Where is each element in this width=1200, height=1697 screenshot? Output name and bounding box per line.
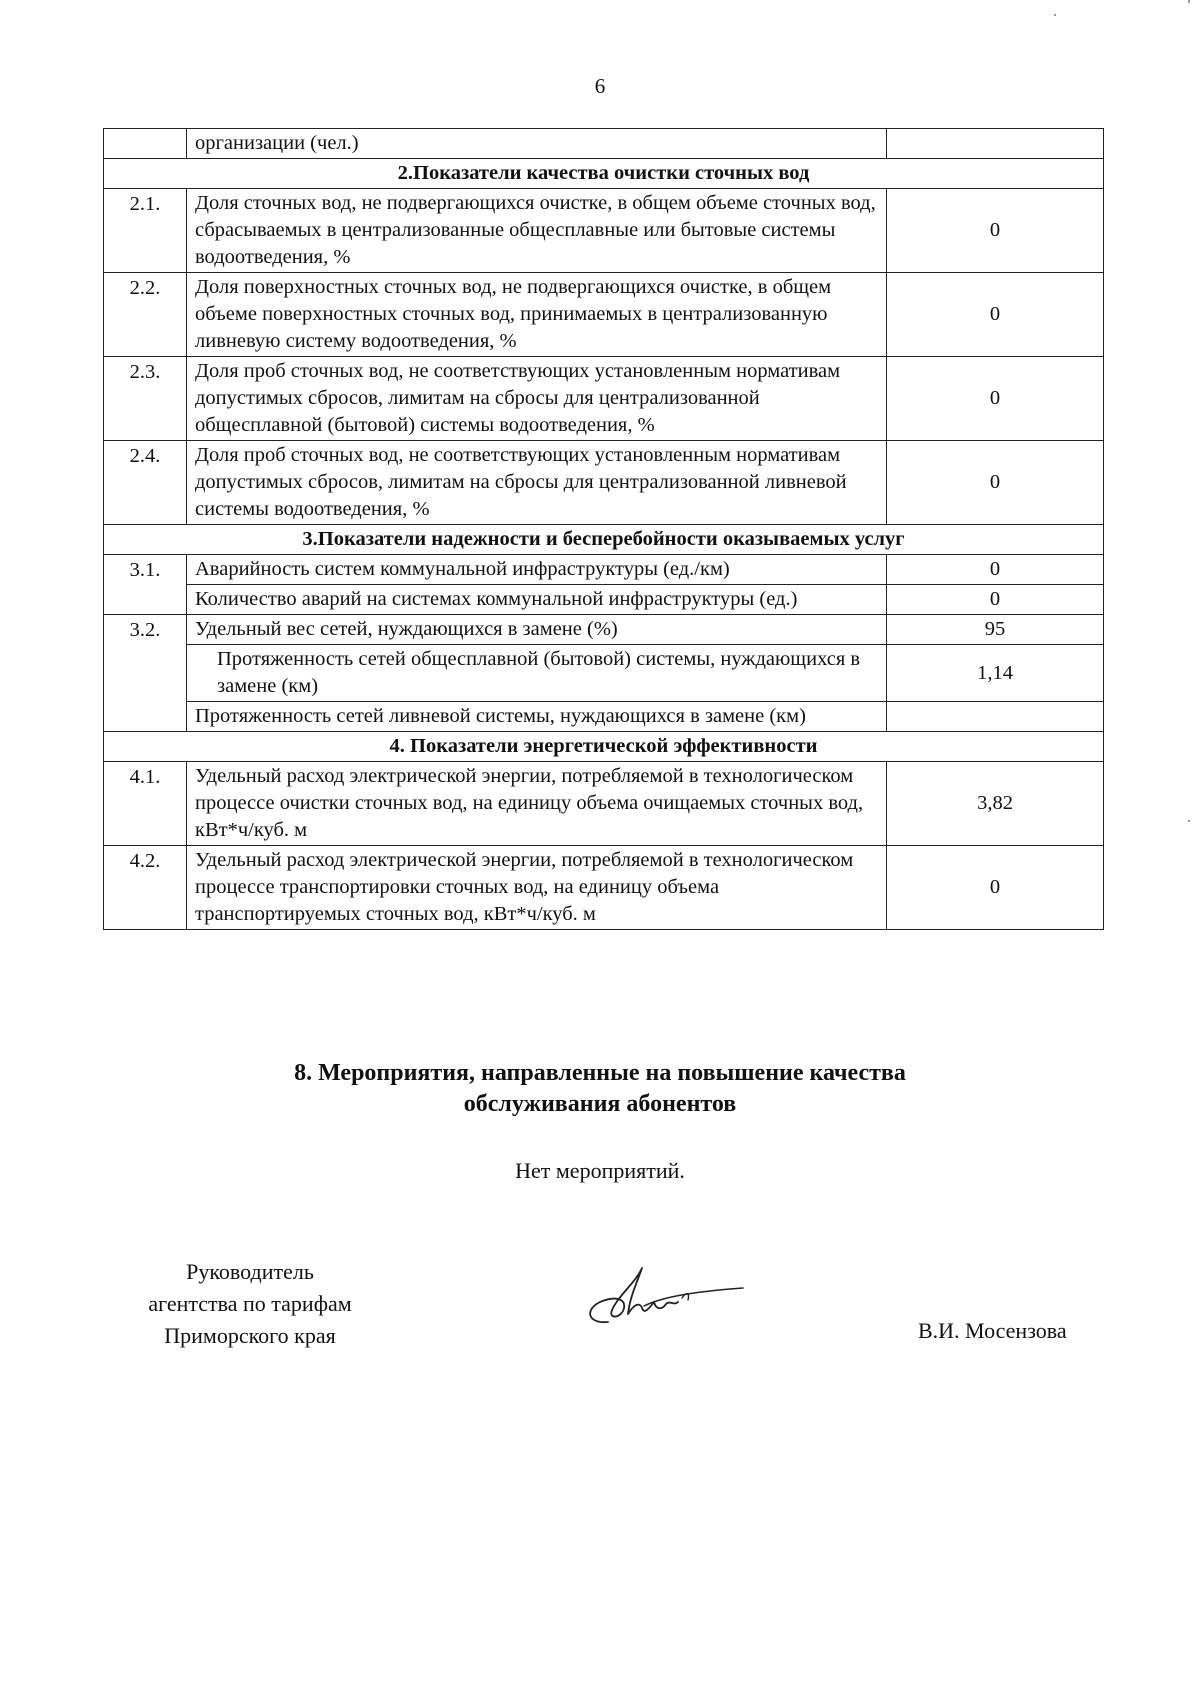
row-value: 0: [887, 846, 1104, 930]
row-value: 95: [887, 615, 1104, 645]
row-number: 2.1.: [104, 189, 187, 273]
row-value: [887, 129, 1104, 159]
table-row: [104, 441, 1104, 525]
row-description: Доля сточных вод, не подвергающихся очистке, в общем объеме сточных вод, сбрасываемых в централизованные общесплавные или бытовые системы водоотведения, %: [187, 189, 887, 273]
section-row: [104, 525, 1104, 555]
row-number: 2.3.: [104, 357, 187, 441]
row-description: Доля проб сточных вод, не соответствующих установленным нормативам допустимых сбросов, лимитам на сбросы для централизованной ливневой системы водоотведения, %: [187, 441, 887, 525]
indicators-table: [103, 128, 1104, 930]
row-description: Протяженность сетей ливневой системы, нуждающихся в замене (км): [187, 702, 887, 732]
row-number: 4.1.: [104, 762, 187, 846]
row-number: 3.1.: [104, 555, 187, 615]
row-number: 2.2.: [104, 273, 187, 357]
row-description: Количество аварий на системах коммунальной инфраструктуры (ед.): [187, 585, 887, 615]
row-number: 3.2.: [104, 615, 187, 732]
row-number: 2.4.: [104, 441, 187, 525]
section-title: 4. Показатели энергетической эффективности: [104, 732, 1104, 762]
section-8-text: Нет мероприятий.: [515, 1158, 685, 1183]
table-row: [104, 357, 1104, 441]
row-value: 0: [887, 555, 1104, 585]
row-description: Удельный вес сетей, нуждающихся в замене (%): [187, 615, 887, 645]
table-row: [104, 846, 1104, 930]
section-8-title-line2: обслуживания абонентов: [463, 1091, 737, 1117]
row-description: Удельный расход электрической энергии, потребляемой в технологическом процессе очистки сточных вод, на единицу объема очищаемых сточных вод, кВт*ч/куб. м: [187, 762, 887, 846]
row-value: 0: [887, 273, 1104, 357]
signer-position-line2: агентства по тарифам: [148, 1291, 352, 1316]
table-row: [104, 189, 1104, 273]
table-row: [104, 762, 1104, 846]
row-description: Удельный расход электрической энергии, потребляемой в технологическом процессе транспортировки сточных вод, на единицу объема транспортируемых сточных вод, кВт*ч/куб. м: [187, 846, 887, 930]
row-number: [104, 129, 187, 159]
row-value: 0: [887, 441, 1104, 525]
section-title: 2.Показатели качества очистки сточных вод: [104, 159, 1104, 189]
row-value: 0: [887, 189, 1104, 273]
row-description: Аварийность систем коммунальной инфраструктуры (ед./км): [187, 555, 887, 585]
section-row: [104, 732, 1104, 762]
row-description: Доля поверхностных сточных вод, не подвергающихся очистке, в общем объеме поверхностных сточных вод, принимаемых в централизованную ливневую систему водоотведения, %: [187, 273, 887, 357]
table-row: [104, 555, 1104, 585]
section-title: 3.Показатели надежности и бесперебойности оказываемых услуг: [104, 525, 1104, 555]
table-subrow: [104, 702, 1104, 732]
section-8-heading: [0, 1058, 1200, 1120]
signer-position: [100, 1256, 400, 1352]
signer-name: В.И. Мосензова: [918, 1318, 1067, 1343]
section-8-title-line1: 8. Мероприятия, направленные на повышение качества: [294, 1060, 906, 1086]
table-row: [104, 129, 1104, 159]
row-value: 1,14: [887, 645, 1104, 702]
row-description: Протяженность сетей общесплавной (бытовой) системы, нуждающихся в замене (км): [187, 645, 887, 702]
scan-speck: [1188, 820, 1190, 822]
row-description: организации (чел.): [187, 129, 887, 159]
table-row: [104, 273, 1104, 357]
row-value: 0: [887, 357, 1104, 441]
section-row: [104, 159, 1104, 189]
table-subrow: [104, 585, 1104, 615]
row-description: Доля проб сточных вод, не соответствующих установленным нормативам допустимых сбросов, лимитам на сбросы для централизованной общесплавной (бытовой) системы водоотведения, %: [187, 357, 887, 441]
row-value: 0: [887, 585, 1104, 615]
signer-position-line1: Руководитель: [186, 1259, 314, 1284]
row-value: [887, 702, 1104, 732]
table-subrow: [104, 645, 1104, 702]
row-number: 4.2.: [104, 846, 187, 930]
table-row: [104, 615, 1104, 645]
scan-speck: [1188, 0, 1190, 3]
scan-speck: [1054, 14, 1056, 16]
signer-position-line3: Приморского края: [164, 1323, 336, 1348]
page-number: 6: [594, 74, 606, 98]
row-value: 3,82: [887, 762, 1104, 846]
handwritten-signature: [578, 1262, 748, 1342]
